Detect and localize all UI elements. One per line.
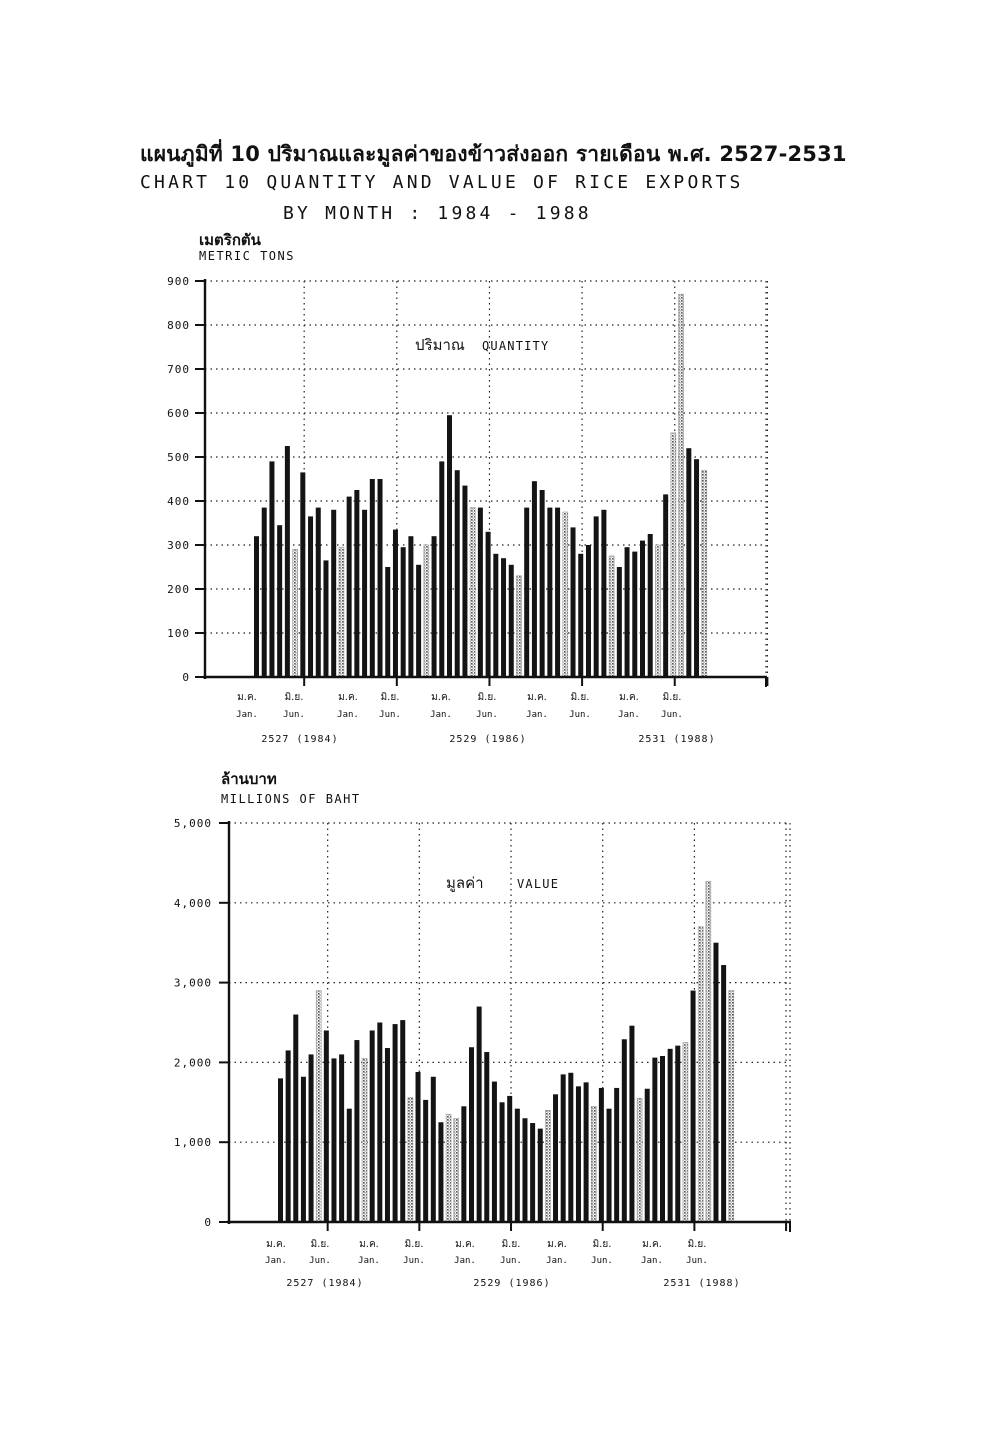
y-tick-label: 200	[167, 583, 190, 596]
bar	[509, 565, 514, 677]
bar	[524, 508, 529, 677]
bar	[663, 494, 668, 677]
y-axis-label: MILLIONS OF BAHT	[221, 792, 361, 806]
bar	[308, 516, 313, 677]
x-period-label-english: Jun.	[569, 710, 591, 720]
x-period-label-thai: มิ.ย.	[477, 692, 497, 703]
bar	[484, 1052, 489, 1222]
bar	[671, 433, 676, 677]
bar	[309, 1054, 314, 1222]
bar	[614, 1088, 619, 1222]
bar	[354, 1040, 359, 1222]
bar	[469, 1047, 474, 1222]
bar	[652, 1058, 657, 1222]
y-tick-label: 600	[167, 407, 190, 420]
bar	[609, 556, 614, 677]
bar	[668, 1049, 673, 1222]
bar	[454, 1118, 459, 1222]
bar	[617, 567, 622, 677]
x-year-label: 2527 (1984)	[286, 1278, 364, 1289]
x-period-label-english: Jan.	[618, 710, 640, 720]
y-tick-label: 800	[167, 319, 190, 332]
bar	[625, 547, 630, 677]
x-year-label: 2531 (1988)	[638, 734, 716, 745]
annotation-english: QUANTITY	[482, 339, 550, 353]
x-period-label-english: Jan.	[526, 710, 548, 720]
y-tick-label: 1,000	[173, 1136, 212, 1150]
x-period-label-english: Jun.	[403, 1256, 425, 1266]
bar	[408, 1098, 413, 1222]
bar	[393, 1024, 398, 1222]
bar	[729, 991, 734, 1222]
x-period-label-thai: มิ.ย.	[592, 1239, 612, 1250]
x-period-label-thai: ม.ค.	[237, 692, 257, 703]
bar	[694, 459, 699, 677]
bar	[601, 510, 606, 677]
y-tick-label: 0	[182, 671, 190, 684]
bar	[269, 461, 274, 677]
bar	[655, 545, 660, 677]
y-tick-label: 3,000	[173, 976, 212, 990]
bar	[713, 943, 718, 1222]
bar	[461, 1106, 466, 1222]
bar	[516, 576, 521, 677]
bar	[629, 1026, 634, 1222]
bar	[354, 490, 359, 677]
x-period-label-thai: ม.ค.	[547, 1239, 567, 1250]
x-period-label-thai: มิ.ย.	[310, 1239, 330, 1250]
bar	[324, 1030, 329, 1222]
x-period-label-english: Jun.	[686, 1256, 708, 1266]
bar	[522, 1118, 527, 1222]
x-period-label-thai: ม.ค.	[266, 1239, 286, 1250]
x-period-label-thai: ม.ค.	[642, 1239, 662, 1250]
bar	[331, 510, 336, 677]
bar	[286, 1050, 291, 1222]
bar	[594, 516, 599, 677]
x-period-label-english: Jun.	[500, 1256, 522, 1266]
bar	[301, 1077, 306, 1222]
bar	[530, 1123, 535, 1222]
x-period-label-english: Jan.	[337, 710, 359, 720]
bar	[339, 547, 344, 677]
bar	[686, 448, 691, 677]
bar	[632, 552, 637, 677]
bar	[262, 508, 267, 677]
bar	[401, 547, 406, 677]
bar	[323, 560, 328, 677]
bar	[706, 881, 711, 1222]
value-chart	[174, 770, 791, 1289]
x-period-label-thai: ม.ค.	[527, 692, 547, 703]
bar	[400, 1020, 405, 1222]
bar	[648, 534, 653, 677]
x-period-label-english: Jan.	[265, 1256, 287, 1266]
bar	[547, 508, 552, 677]
bar	[478, 508, 483, 677]
y-axis-label: METRIC TONS	[199, 249, 295, 263]
x-period-label-thai: มิ.ย.	[662, 692, 682, 703]
y-unit-thai: เมตริกตัน	[199, 231, 261, 249]
x-period-label-english: Jan.	[641, 1256, 663, 1266]
x-period-label-thai: มิ.ย.	[380, 692, 400, 703]
bar	[385, 1048, 390, 1222]
bar	[698, 927, 703, 1222]
y-tick-label: 400	[167, 495, 190, 508]
bar	[278, 1078, 283, 1222]
x-period-label-english: Jan.	[430, 710, 452, 720]
bar	[331, 1058, 336, 1222]
bar	[362, 510, 367, 677]
bar	[293, 549, 298, 677]
chart-title-english: CHART 10 QUANTITY AND VALUE OF RICE EXPORTS	[140, 172, 744, 193]
bar	[408, 536, 413, 677]
bar	[563, 512, 568, 677]
x-period-label-thai: มิ.ย.	[687, 1239, 707, 1250]
x-period-label-thai: ม.ค.	[431, 692, 451, 703]
bar	[568, 1073, 573, 1222]
bar	[431, 1077, 436, 1222]
bar	[501, 558, 506, 677]
x-period-label-english: Jun.	[309, 1256, 331, 1266]
bar	[691, 991, 696, 1222]
bar	[377, 1023, 382, 1223]
y-tick-label: 500	[167, 451, 190, 464]
bar	[586, 545, 591, 677]
x-year-label: 2529 (1986)	[473, 1278, 551, 1289]
x-period-label-thai: มิ.ย.	[501, 1239, 521, 1250]
y-tick-label: 700	[167, 363, 190, 376]
bar	[561, 1074, 566, 1222]
bar	[470, 508, 475, 677]
x-period-label-english: Jan.	[236, 710, 258, 720]
bar	[599, 1088, 604, 1222]
y-tick-label: 4,000	[173, 896, 212, 910]
bar	[683, 1042, 688, 1222]
bar	[553, 1094, 558, 1222]
bar	[645, 1089, 650, 1222]
x-year-label: 2527 (1984)	[261, 734, 339, 745]
x-period-label-thai: มิ.ย.	[570, 692, 590, 703]
x-period-label-english: Jun.	[661, 710, 683, 720]
chart-title-thai: แผนภูมิที่ 10 ปริมาณและมูลค่าของข้าวส่งออก รายเดือน พ.ศ. 2527-2531	[140, 142, 847, 166]
bar	[500, 1102, 505, 1222]
bar	[532, 481, 537, 677]
bar	[293, 1015, 298, 1222]
bar	[439, 461, 444, 677]
y-tick-label: 5,000	[173, 817, 212, 830]
bar	[493, 554, 498, 677]
y-unit-thai: ล้านบาท	[221, 770, 277, 788]
bar	[538, 1129, 543, 1222]
x-period-label-english: Jun.	[476, 710, 498, 720]
bar	[393, 530, 398, 677]
bar	[477, 1007, 482, 1222]
chart-subtitle-english: BY MONTH : 1984 - 1988	[283, 203, 592, 224]
bar	[702, 470, 707, 677]
bar	[515, 1109, 520, 1222]
x-period-label-thai: ม.ค.	[338, 692, 358, 703]
x-period-label-thai: มิ.ย.	[404, 1239, 424, 1250]
bar	[679, 294, 684, 677]
bar	[576, 1086, 581, 1222]
annotation-thai: ปริมาณ	[415, 336, 465, 354]
bar	[486, 532, 491, 677]
bar	[675, 1046, 680, 1222]
bar	[455, 470, 460, 677]
bar	[347, 497, 352, 677]
x-period-label-english: Jun.	[283, 710, 305, 720]
quantity-chart	[167, 231, 767, 745]
bar	[660, 1056, 665, 1222]
y-tick-label: 0	[204, 1216, 212, 1229]
y-tick-label: 100	[167, 627, 190, 640]
bar	[540, 490, 545, 677]
y-tick-label: 900	[167, 275, 190, 288]
bar	[378, 479, 383, 677]
bar	[254, 536, 259, 677]
x-period-label-thai: ม.ค.	[455, 1239, 475, 1250]
bar	[507, 1096, 512, 1222]
bar	[637, 1098, 642, 1222]
y-tick-label: 300	[167, 539, 190, 552]
bar	[640, 541, 645, 677]
x-period-label-thai: ม.ค.	[359, 1239, 379, 1250]
bar	[446, 1114, 451, 1222]
bar	[432, 536, 437, 677]
bar	[622, 1039, 627, 1222]
bar	[721, 965, 726, 1222]
bar	[316, 508, 321, 677]
x-period-label-thai: ม.ค.	[619, 692, 639, 703]
bar	[492, 1082, 497, 1222]
bar	[462, 486, 467, 677]
bar	[416, 565, 421, 677]
bar	[424, 545, 429, 677]
bar	[584, 1082, 589, 1222]
bar	[339, 1054, 344, 1222]
bar	[385, 567, 390, 677]
bar	[591, 1106, 596, 1222]
bar	[416, 1072, 421, 1222]
bar	[571, 527, 576, 677]
bar	[578, 554, 583, 677]
bar	[347, 1109, 352, 1222]
bar	[370, 479, 375, 677]
x-period-label-english: Jan.	[546, 1256, 568, 1266]
x-period-label-english: Jan.	[358, 1256, 380, 1266]
bar	[438, 1122, 443, 1222]
bar	[370, 1030, 375, 1222]
x-year-label: 2529 (1986)	[449, 734, 527, 745]
x-period-label-english: Jun.	[591, 1256, 613, 1266]
bar	[423, 1100, 428, 1222]
bar	[285, 446, 290, 677]
bar	[555, 508, 560, 677]
x-period-label-english: Jan.	[454, 1256, 476, 1266]
bar	[545, 1110, 550, 1222]
x-period-label-english: Jun.	[379, 710, 401, 720]
bar	[316, 991, 321, 1222]
bar	[300, 472, 305, 677]
bar	[362, 1058, 367, 1222]
y-tick-label: 2,000	[173, 1056, 212, 1070]
annotation-english: VALUE	[517, 877, 560, 891]
bar	[607, 1109, 612, 1222]
bar	[277, 525, 282, 677]
bar	[447, 415, 452, 677]
x-year-label: 2531 (1988)	[663, 1278, 741, 1289]
x-period-label-thai: มิ.ย.	[284, 692, 304, 703]
annotation-thai: มูลค่า	[446, 874, 484, 892]
